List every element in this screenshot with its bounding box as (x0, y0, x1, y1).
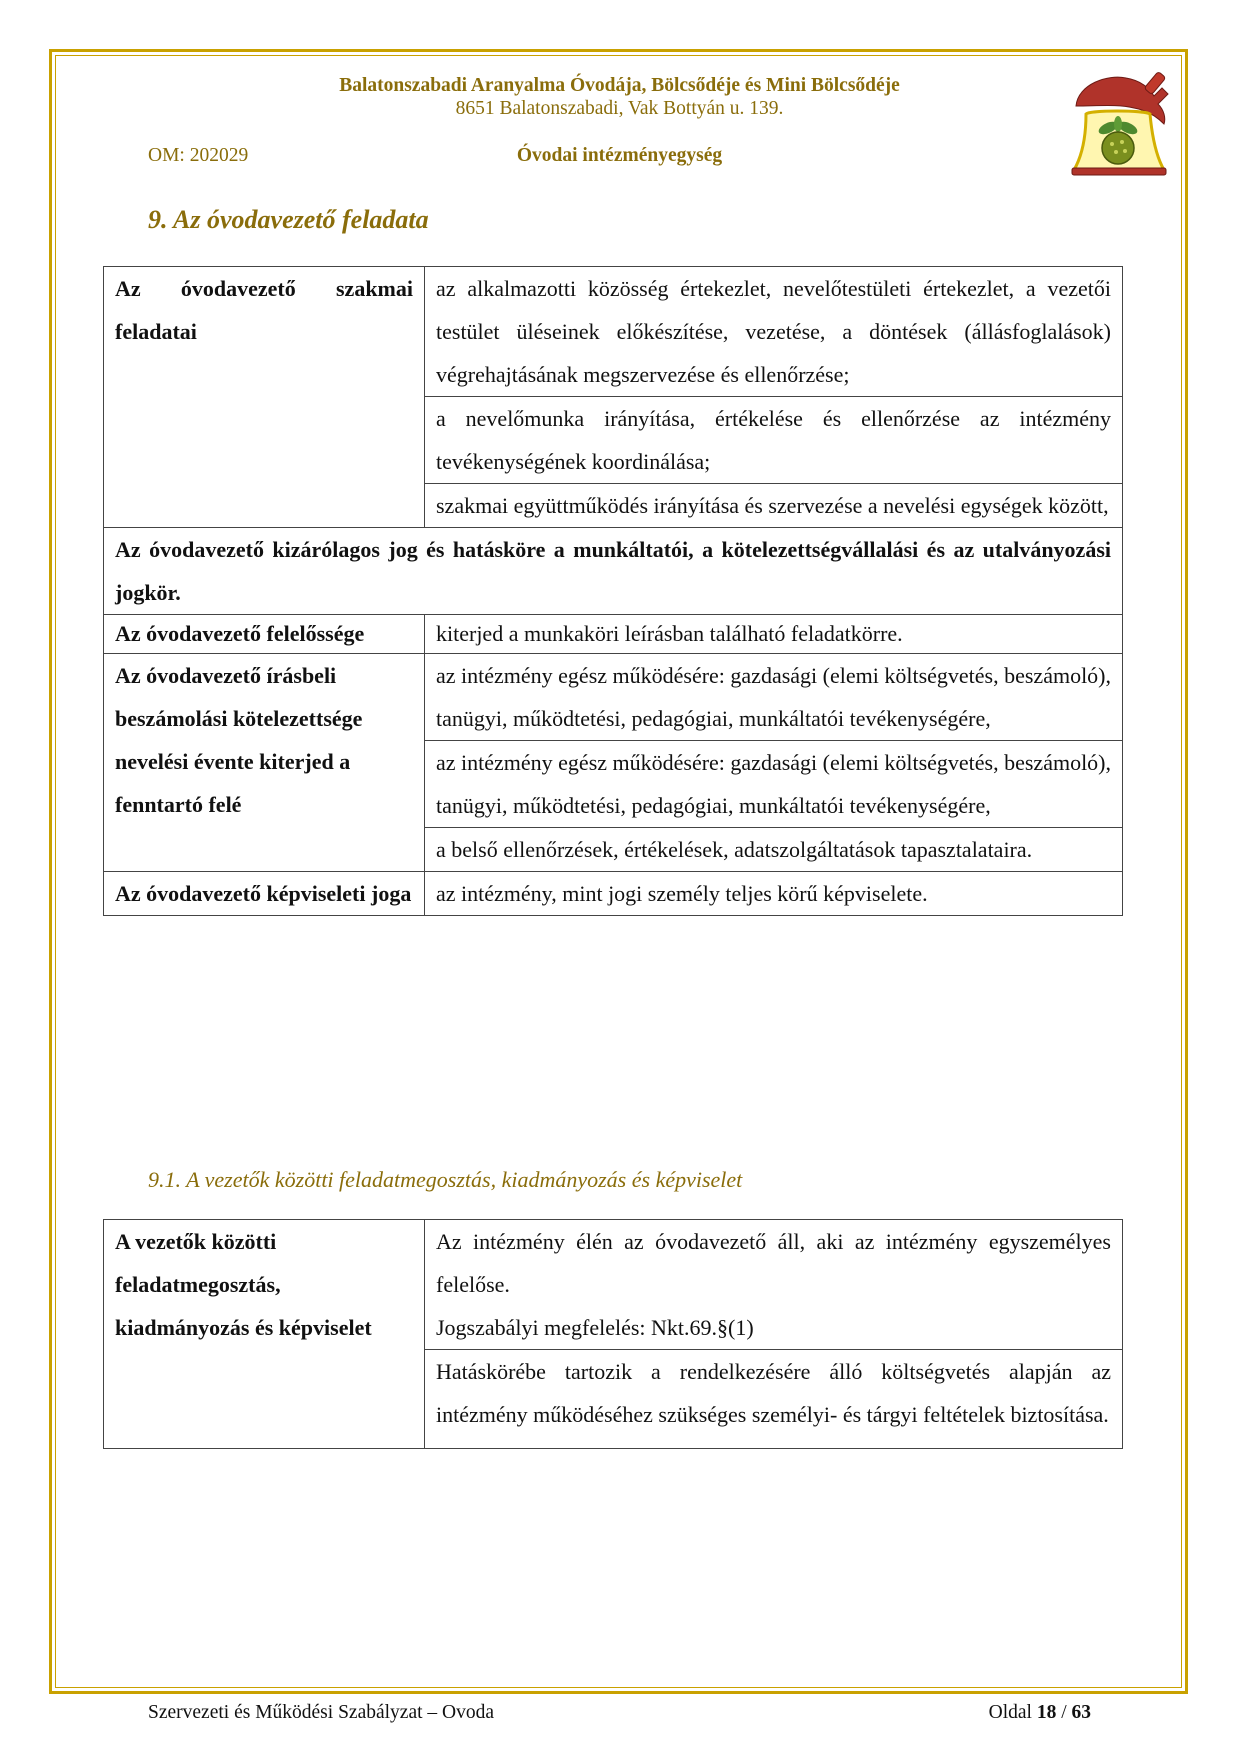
table-cell: az intézmény egész működésére: gazdasági (elemi költségvetés, beszámoló), tanügyi, működtetési, pedagógiai, munkáltatói tevékenységére, (425, 654, 1123, 741)
table-cell: az intézmény, mint jogi személy teljes körű képviselete. (425, 872, 1123, 916)
section-title: 9. Az óvodavezető feladata (148, 205, 429, 234)
institution-address: 8651 Balatonszabadi, Vak Bottyán u. 139. (455, 98, 784, 119)
institution-unit: Óvodai intézményegység (516, 145, 723, 166)
row-label-reporting-obligation: Az óvodavezető írásbeli beszámolási kötelezettsége nevelési évente kiterjed a fenntartó felé (104, 654, 425, 872)
footer-document-title: Szervezeti és Működési Szabályzat – Ovoda (148, 1702, 495, 1723)
om-number: OM: 202029 (148, 145, 249, 166)
row-label-professional-duties: Az óvodavezető szakmai feladatai (104, 267, 425, 528)
leader-division-table (103, 1219, 1123, 1449)
table-cell: Hatáskörébe tartozik a rendelkezésére álló költségvetés alapján az intézmény működéséhez szükséges személyi- és tárgyi feltételek biztosítása. (425, 1350, 1123, 1449)
leader-duties-table (103, 266, 1123, 916)
golden-apple-bell-logo-icon (1068, 66, 1170, 182)
cell-text: Az intézmény élén az óvodavezető áll, aki az intézmény egyszemélyes felelőse. (436, 1229, 1111, 1297)
row-label-division: A vezetők közötti feladatmegosztás, kiadmányozás és képviselet (104, 1220, 425, 1449)
table-cell: az intézmény egész működésére: gazdasági (elemi költségvetés, beszámoló), tanügyi, működtetési, pedagógiai, munkáltatói tevékenységére, (425, 741, 1123, 828)
table-cell: a nevelőmunka irányítása, értékelése és ellenőrzése az intézmény tevékenységének koordinálása; (425, 397, 1123, 484)
footer-page-number (989, 1702, 1091, 1724)
table-cell (425, 1220, 1123, 1350)
row-label-responsibility: Az óvodavezető felelőssége (104, 615, 425, 654)
institution-name: Balatonszabadi Aranyalma Óvodája, Bölcsődéje és Mini Bölcsődéje (339, 75, 900, 96)
table-cell: a belső ellenőrzések, értékelések, adatszolgáltatások tapasztalataira. (425, 828, 1123, 872)
page-total: 63 (1071, 1702, 1091, 1723)
table-cell: szakmai együttműködés irányítása és szervezése a nevelési egységek között, (425, 484, 1123, 528)
cell-text: Jogszabályi megfelelés: Nkt.69.§(1) (436, 1315, 754, 1340)
page-prefix: Oldal (988, 1702, 1037, 1723)
row-exclusive-authority: Az óvodavezető kizárólagos jog és hatásköre a munkáltatói, a kötelezettségvállalási és az utalványozási jogkör. (104, 528, 1123, 615)
table-cell: az alkalmazotti közösség értekezlet, nevelőtestületi értekezlet, a vezetői testület üléseinek előkészítése, vezetése, a döntések (állásfoglalások) végrehajtásának megszervezése és ellenőrzése; (425, 267, 1123, 397)
page-current: 18 (1036, 1702, 1057, 1723)
table-cell: kiterjed a munkaköri leírásban található feladatkörre. (425, 615, 1123, 654)
row-label-representation-right: Az óvodavezető képviseleti joga (104, 872, 425, 916)
subsection-title: 9.1. A vezetők közötti feladatmegosztás, kiadmányozás és képviselet (148, 1167, 743, 1192)
page-separator: / (1056, 1702, 1072, 1723)
